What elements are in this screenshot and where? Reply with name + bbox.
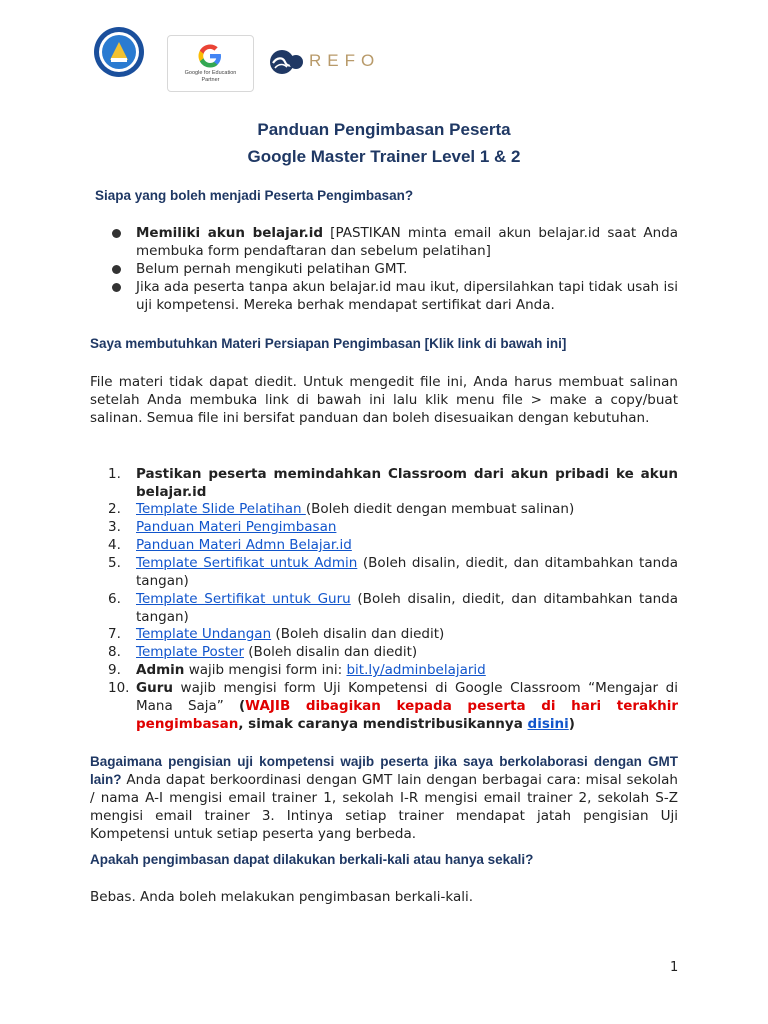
- paren-close: ): [568, 716, 575, 732]
- list-item: [108, 643, 678, 661]
- bullet-dot-icon: [112, 265, 121, 274]
- gfe-label-line1: Google for Education: [184, 70, 237, 76]
- refo-wave-icon: [269, 49, 303, 75]
- page-number: 1: [670, 960, 679, 975]
- list-bold: Admin: [136, 662, 185, 678]
- list-item: [108, 536, 678, 554]
- list-bold-2: , simak caranya mendistribusikannya: [238, 716, 528, 732]
- document-title-line1: Panduan Pengimbasan Peserta: [257, 120, 511, 139]
- list-number: 2.: [108, 501, 121, 517]
- section3-text: Anda dapat berkoordinasi dengan GMT lain dengan berbagai cara: misal sekolah / nama A-I mengisi email trainer 1, sekolah I-R mengisi email trainer 2, sekolah S-Z mengisi email trainer 3. Intinya setiap trainer mendapat jatah pengisian Uji Kompetensi untuk setiap peserta yang berbeda.: [90, 772, 678, 842]
- list-number: 9.: [108, 662, 121, 678]
- list-number: 8.: [108, 644, 121, 660]
- list-number: 10.: [108, 680, 130, 696]
- adminbelajarid-link[interactable]: bit.ly/adminbelajarid: [346, 662, 486, 678]
- list-number: 7.: [108, 626, 121, 642]
- document-title-line2: Google Master Trainer Level 1 & 2: [247, 147, 521, 166]
- list-item: [108, 554, 678, 590]
- section4-heading: Apakah pengimbasan dapat dilakukan berkali-kali atau hanya sekali?: [90, 852, 534, 867]
- section3-heading: Bagaimana pengisian uji kompetensi wajib peserta jika saya berkolaborasi dengan GMT lain?: [90, 754, 678, 787]
- list-bold: Pastikan peserta memindahkan Classroom dari akun pribadi ke akun belajar.id: [136, 466, 678, 500]
- bullet-dot-icon: [112, 283, 121, 292]
- list-item: [108, 518, 678, 536]
- section3-paragraph: [90, 753, 678, 843]
- list-number: 1.: [108, 466, 121, 482]
- list-text: wajib mengisi form ini:: [184, 662, 347, 678]
- refo-wordmark: REFO: [309, 51, 381, 70]
- template-poster-link[interactable]: Template Poster: [136, 644, 244, 660]
- template-slide-link[interactable]: Template Slide Pelatihan: [136, 501, 306, 517]
- kemdikbud-logo-icon: [90, 26, 148, 78]
- template-undangan-link[interactable]: Template Undangan: [136, 626, 272, 642]
- section4-text: Bebas. Anda boleh melakukan pengimbasan berkali-kali.: [90, 889, 474, 905]
- bullet-text: [PASTIKAN minta email akun belajar.id saat Anda membuka form pendaftaran dan sebelum pelatihan]: [136, 225, 678, 259]
- bullet-text: Belum pernah mengikuti pelatihan GMT.: [136, 261, 408, 277]
- bullet-bold: Memiliki akun belajar.id: [136, 225, 324, 241]
- list-text: (Boleh diedit dengan membuat salinan): [305, 501, 575, 517]
- list-number: 4.: [108, 537, 121, 553]
- list-number: 3.: [108, 519, 121, 535]
- panduan-materi-link[interactable]: Panduan Materi Pengimbasan: [136, 519, 337, 535]
- list-text: (Boleh disalin, diedit, dan ditambahkan tanda tangan): [136, 555, 678, 589]
- warning-text: WAJIB dibagikan kepada peserta di hari terakhir pengimbasan: [136, 698, 678, 732]
- list-number: 5.: [108, 555, 121, 571]
- google-for-education-partner-badge: [167, 35, 254, 92]
- disini-link[interactable]: disini: [527, 716, 569, 732]
- bullet-item: [112, 260, 678, 278]
- paren-open: (: [239, 698, 246, 714]
- list-bold: Guru: [136, 680, 173, 696]
- list-text: wajib mengisi form Uji Kompetensi di Google Classroom “Mengajar di Mana Saja”: [136, 680, 678, 714]
- list-item: [108, 661, 678, 679]
- bullet-dot-icon: [112, 229, 121, 238]
- google-g-icon: [196, 42, 224, 70]
- section2-heading: Saya membutuhkan Materi Persiapan Pengimbasan [Klik link di bawah ini]: [90, 336, 567, 351]
- list-item: [108, 590, 678, 626]
- sertifikat-admin-link[interactable]: Template Sertifikat untuk Admin: [136, 555, 358, 571]
- sertifikat-guru-link[interactable]: Template Sertifikat untuk Guru: [136, 591, 351, 607]
- panduan-admin-link[interactable]: Panduan Materi Admn Belajar.id: [136, 537, 352, 553]
- list-text: (Boleh disalin, diedit, dan ditambahkan tanda tangan): [136, 591, 678, 625]
- list-text: (Boleh disalin dan diedit): [244, 644, 418, 660]
- list-item: [108, 679, 678, 733]
- list-item: [108, 500, 678, 518]
- list-item: [108, 625, 678, 643]
- list-number: 6.: [108, 591, 121, 607]
- list-text: (Boleh disalin dan diedit): [271, 626, 445, 642]
- bullet-text: Jika ada peserta tanpa akun belajar.id mau ikut, dipersilahkan tapi tidak usah isi uji kompetensi. Mereka berhak mendapat sertifikat dari Anda.: [136, 279, 678, 313]
- gfe-label-line2: Partner: [201, 77, 220, 83]
- section2-intro: File materi tidak dapat diedit. Untuk mengedit file ini, Anda harus membuat salinan setelah Anda membuka link di bawah ini lalu klik menu file > make a copy/buat salinan. Semua file ini bersifat panduan dan boleh disesuaikan dengan kebutuhan.: [90, 374, 678, 426]
- bullet-item: [112, 224, 678, 260]
- bullet-item: [112, 278, 678, 314]
- section1-heading: Siapa yang boleh menjadi Peserta Pengimbasan?: [95, 188, 414, 203]
- list-item: [108, 465, 678, 501]
